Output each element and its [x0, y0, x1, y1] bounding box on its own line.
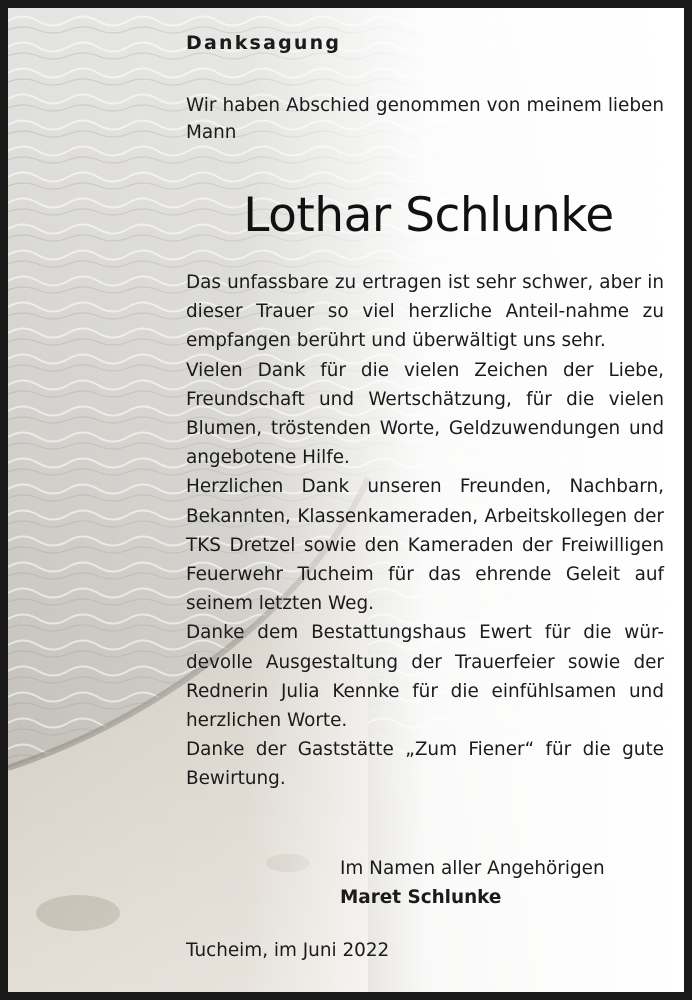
paragraph: Danke dem Bestattungshaus Ewert für die wür-devolle Ausgestaltung der Trauerfeier sowie der Rednerin Julia Kennke für die einfühlsamen und herzlichen Worte.	[186, 622, 664, 732]
notice-heading: Danksagung	[186, 32, 342, 54]
paragraph: Danke der Gaststätte „Zum Fiener“ für die gute Bewirtung.	[186, 739, 664, 790]
paragraph: Das unfassbare zu ertragen ist sehr schwer, aber in dieser Trauer so viel herzliche Anteil-nahme zu empfangen berührt und überwältigt uns sehr.	[186, 272, 664, 352]
signature-line: Im Namen aller Angehörigen	[340, 858, 605, 879]
deceased-name: Lothar Schlunke	[243, 188, 614, 243]
place-date: Tucheim, im Juni 2022	[186, 940, 390, 961]
intro-text: Wir haben Abschied genommen von meinem lieben Mann	[186, 95, 664, 143]
paragraph: Herzlichen Dank unseren Freunden, Nachbarn, Bekannten, Klassenkameraden, Arbeitskollegen der TKS Dretzel sowie den Kameraden der Freiwilligen Feuerwehr Tucheim für das ehrende Geleit auf seinem letzten Weg.	[186, 476, 664, 615]
paragraph: Vielen Dank für die vielen Zeichen der Liebe, Freundschaft und Wertschätzung, für die vielen Blumen, tröstenden Worte, Geldzuwendungen und angebotene Hilfe.	[186, 359, 664, 469]
signature-block	[340, 854, 605, 912]
obituary-card	[8, 8, 684, 992]
notice-text	[8, 8, 684, 992]
signature-name: Maret Schlunke	[340, 887, 502, 908]
thank-you-message	[186, 268, 664, 794]
